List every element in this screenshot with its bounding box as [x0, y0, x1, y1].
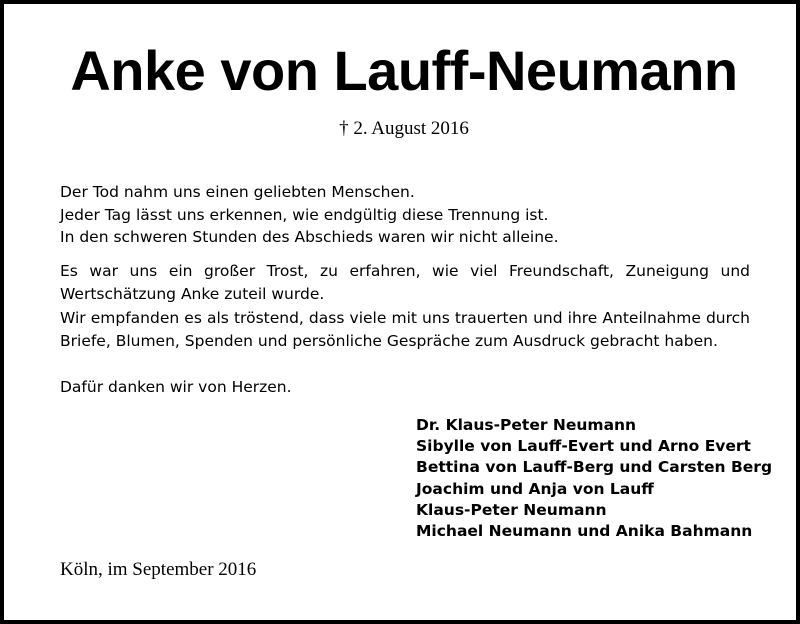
place-and-date: Köln, im September 2016	[60, 559, 257, 580]
paragraph-thanks: Dafür danken wir von Herzen.	[60, 378, 292, 396]
paragraph-consolation: Es war uns ein großer Trost, zu erfahren, wie viel Freundschaft, Zuneigung und Wertschätzung Anke zuteil wurde.	[60, 262, 750, 303]
death-date: † 2. August 2016	[339, 118, 469, 139]
paragraph-intro-line-2: Jeder Tag lässt uns erkennen, wie endgültig diese Trennung ist.	[60, 205, 549, 224]
signatory: Dr. Klaus-Peter Neumann	[416, 416, 637, 434]
paragraph-intro-line-3: In den schweren Stunden des Abschieds waren wir nicht alleine.	[60, 228, 559, 246]
signatory: Klaus-Peter Neumann	[416, 500, 607, 519]
paragraph-intro	[60, 181, 750, 249]
deceased-name: Anke von Lauff-Neumann	[70, 39, 738, 102]
signatory: Sibylle von Lauff-Evert und Arno Evert	[416, 437, 751, 456]
signatory: Joachim und Anja von Lauff	[416, 479, 654, 498]
paragraph-intro-line-1: Der Tod nahm uns einen geliebten Menschen.	[60, 183, 415, 201]
signatory: Michael Neumann und Anika Bahmann	[416, 522, 753, 541]
paragraph-condolences: Wir empfanden es als tröstend, dass viele mit uns trauerten und ihre Anteilnahme durch Briefe, Blumen, Spenden und persönliche Gespräche zum Ausdruck gebracht haben.	[60, 309, 750, 350]
signatory: Bettina von Lauff-Berg und Carsten Berg	[416, 458, 773, 477]
signatories-list	[416, 415, 796, 542]
